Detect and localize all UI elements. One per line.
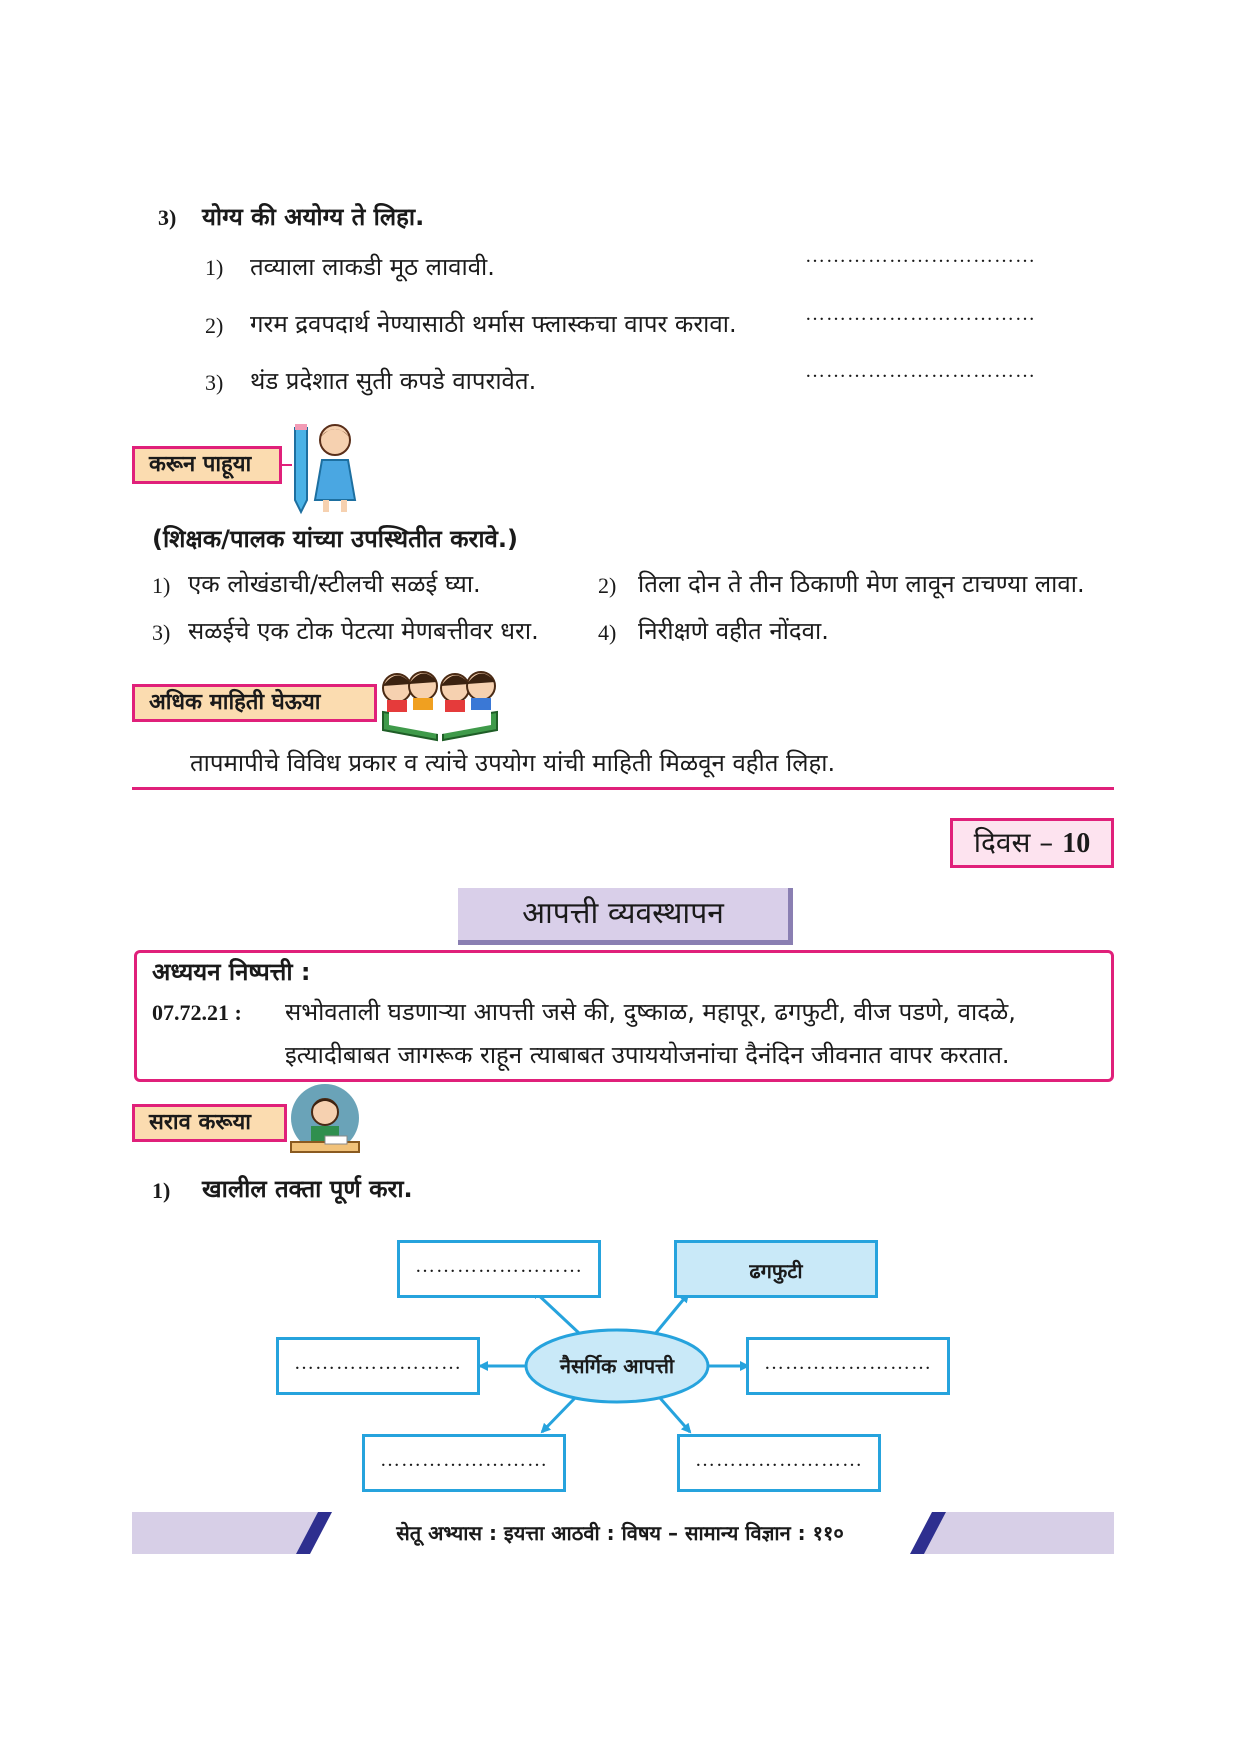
try-it-tag: करून पाहूया: [132, 446, 282, 484]
practice-tag: सराव करूया: [132, 1104, 287, 1142]
concept-map-center-label: नैसर्गिक आपत्ती: [559, 1354, 675, 1378]
step1-text: एक लोखंडाची/स्टीलची सळई घ्या.: [188, 570, 481, 598]
q3-item3-answer-blank[interactable]: ……………………………: [805, 360, 1036, 382]
learning-outcome-line1: सभोवताली घडणाऱ्या आपत्ती जसे की, दुष्काळ, महापूर, ढगफुटी, वीज पडणे, वादळे,: [285, 998, 1016, 1026]
practice-q1-number: 1): [152, 1178, 171, 1203]
chapter-title: आपत्ती व्यवस्थापन: [458, 888, 793, 945]
try-it-note: (शिक्षक/पालक यांच्या उपस्थितीत करावे.): [152, 525, 518, 553]
concept-box-mid-left-blank[interactable]: ……………………: [294, 1352, 462, 1374]
footer-text: सेतू अभ्यास : इयत्ता आठवी : विषय – सामान्य विज्ञान : ११०: [396, 1521, 844, 1545]
q3-heading: योग्य की अयोग्य ते लिहा.: [202, 203, 425, 231]
learning-outcome-line2: इत्यादीबाबत जागरूक राहून त्याबाबत उपाययोजनांचा दैनंदिन जीवनात वापर करतात.: [285, 1041, 1010, 1069]
concept-box-bottom-right-blank[interactable]: ……………………: [695, 1449, 863, 1471]
q3-item2-answer-blank[interactable]: ……………………………: [805, 303, 1036, 325]
learning-outcome-code: 07.72.21 :: [152, 1000, 242, 1025]
step2-text: तिला दोन ते तीन ठिकाणी मेण लावून टाचण्या लावा.: [638, 570, 1085, 598]
concept-box-top-right-label: ढगफुटी: [749, 1259, 803, 1283]
concept-box-top-left[interactable]: [397, 1240, 601, 1298]
q3-number: 3): [158, 205, 177, 230]
more-info-tag: अधिक माहिती घेऊया: [132, 684, 377, 722]
q3-item1-text: तव्याला लाकडी मूठ लावावी.: [250, 253, 495, 281]
concept-box-bottom-left[interactable]: [362, 1434, 566, 1492]
q3-item1-answer-blank[interactable]: ……………………………: [805, 245, 1036, 267]
concept-box-top-right: [674, 1240, 878, 1298]
day-label: दिवस –: [973, 826, 1054, 859]
concept-box-bottom-right[interactable]: [677, 1434, 881, 1492]
q3-item2-text: गरम द्रवपदार्थ नेण्यासाठी थर्मास फ्लास्कचा वापर करावा.: [250, 310, 737, 338]
step3-text: सळईचे एक टोक पेटत्या मेणबत्तीवर धरा.: [188, 617, 539, 645]
q3-item1-number: 1): [205, 255, 224, 280]
day-number: 10: [1062, 828, 1091, 859]
q3-item3-text: थंड प्रदेशात सुती कपडे वापरावेत.: [250, 367, 537, 395]
q3-item3-number: 3): [205, 370, 224, 395]
concept-box-mid-right-blank[interactable]: ……………………: [764, 1352, 932, 1374]
step1-number: 1): [152, 573, 171, 598]
practice-q1-text: खालील तक्ता पूर्ण करा.: [202, 1175, 413, 1203]
concept-box-bottom-left-blank[interactable]: ……………………: [380, 1449, 548, 1471]
step3-number: 3): [152, 620, 171, 645]
learning-outcome-heading: अध्ययन निष्पत्ती :: [152, 958, 311, 986]
concept-box-top-left-blank[interactable]: ……………………: [415, 1255, 583, 1277]
concept-box-mid-left[interactable]: [276, 1337, 480, 1395]
more-info-text: तापमापीचे विविध प्रकार व त्यांचे उपयोग यांची माहिती मिळवून वहीत लिहा.: [190, 749, 836, 777]
concept-box-mid-right[interactable]: [746, 1337, 950, 1395]
step4-number: 4): [598, 620, 617, 645]
step2-number: 2): [598, 573, 617, 598]
step4-text: निरीक्षणे वहीत नोंदवा.: [638, 617, 829, 645]
q3-item2-number: 2): [205, 313, 224, 338]
